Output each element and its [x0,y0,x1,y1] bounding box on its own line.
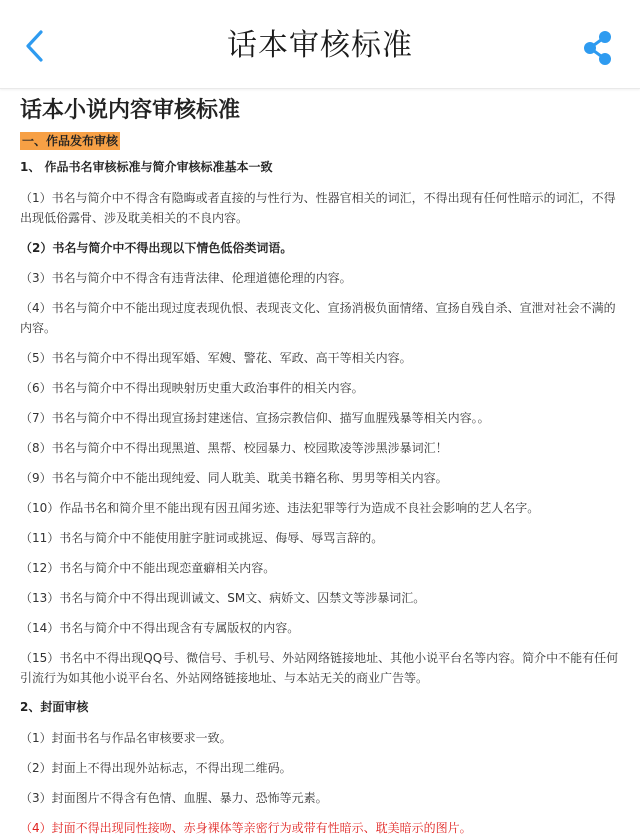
rule-item: （7）书名与简介中不得出现宣扬封建迷信、宣扬宗教信仰、描写血腥残暴等相关内容。。 [20,411,490,425]
page-title: 话本审核标准 [227,28,413,63]
rule-item: （1）封面书名与作品名审核要求一致。 [20,731,232,745]
rule-item: （15）书名中不得出现QQ号、微信号、手机号、外站网络链接地址、其他小说平台名等内容。简介中不能有任何引流行为如其他小说平台名、外站网络链接地址、与本站无关的商业广告等。 [20,651,619,685]
rule-item: （12）书名与简介中不能出现恋童癖相关内容。 [20,561,276,575]
rule-item: （14）书名与简介中不得出现含有专属版权的内容。 [20,621,300,635]
article-title: 话本小说内容审核标准 [20,98,241,123]
rule-item: （1）书名与简介中不得含有隐晦或者直接的与性行为、性器官相关的词汇，不得出现有任何性暗示的词汇，不得出现低俗露骨、涉及耽美相关的不良内容。 [20,191,616,225]
section-tag: 一、作品发布审核 [22,134,119,148]
rule-item: （13）书名与简介中不得出现训诫文、SM文、病娇文、囚禁文等涉暴词汇。 [20,591,426,605]
rule-item: （4）书名与简介中不能出现过度表现仇恨、表现丧文化、宣扬消极负面情绪、宣扬自残自杀、宣泄对社会不满的内容。 [20,301,616,335]
rule-item: （10）作品书名和简介里不能出现有因丑闻劣迹、违法犯罪等行为造成不良社会影响的艺人名字。 [20,501,540,515]
sub-heading-titles: 1、 作品书名审核标准与简介审核标准基本一致 [20,160,273,174]
rule-item: （9）书名与简介中不能出现纯爱、同人耽美、耽美书籍名称、男男等相关内容。 [20,471,448,485]
share-icon [578,28,618,68]
sub-heading-cover: 2、封面审核 [20,700,89,714]
rule-item: （8）书名与简介中不得出现黑道、黑帮、校园暴力、校园欺凌等涉黑涉暴词汇！ [20,441,448,455]
rule-item: （3）书名与简介中不得含有违背法律、伦理道德伦理的内容。 [20,271,352,285]
share-button[interactable] [578,28,618,68]
rule-item: （2）书名与简介中不得出现以下情色低俗类词语。 [20,241,293,255]
top-navigation-bar [0,0,640,89]
rule-item: （2）封面上不得出现外站标志，不得出现二维码。 [20,761,292,775]
rule-item: （11）书名与简介中不能使用脏字脏词或挑逗、侮辱、辱骂言辞的。 [20,531,384,545]
rule-item: （6）书名与简介中不得出现映射历史重大政治事件的相关内容。 [20,381,364,395]
rule-item: （5）书名与简介中不得出现军婚、军嫂、警花、军政、高干等相关内容。 [20,351,412,365]
article-content [20,96,620,837]
rule-item: （3）封面图片不得含有色情、血腥、暴力、恐怖等元素。 [20,791,328,805]
rule-item-highlighted: （4）封面不得出现同性接吻、赤身裸体等亲密行为或带有性暗示、耽美暗示的图片。 [20,821,472,835]
